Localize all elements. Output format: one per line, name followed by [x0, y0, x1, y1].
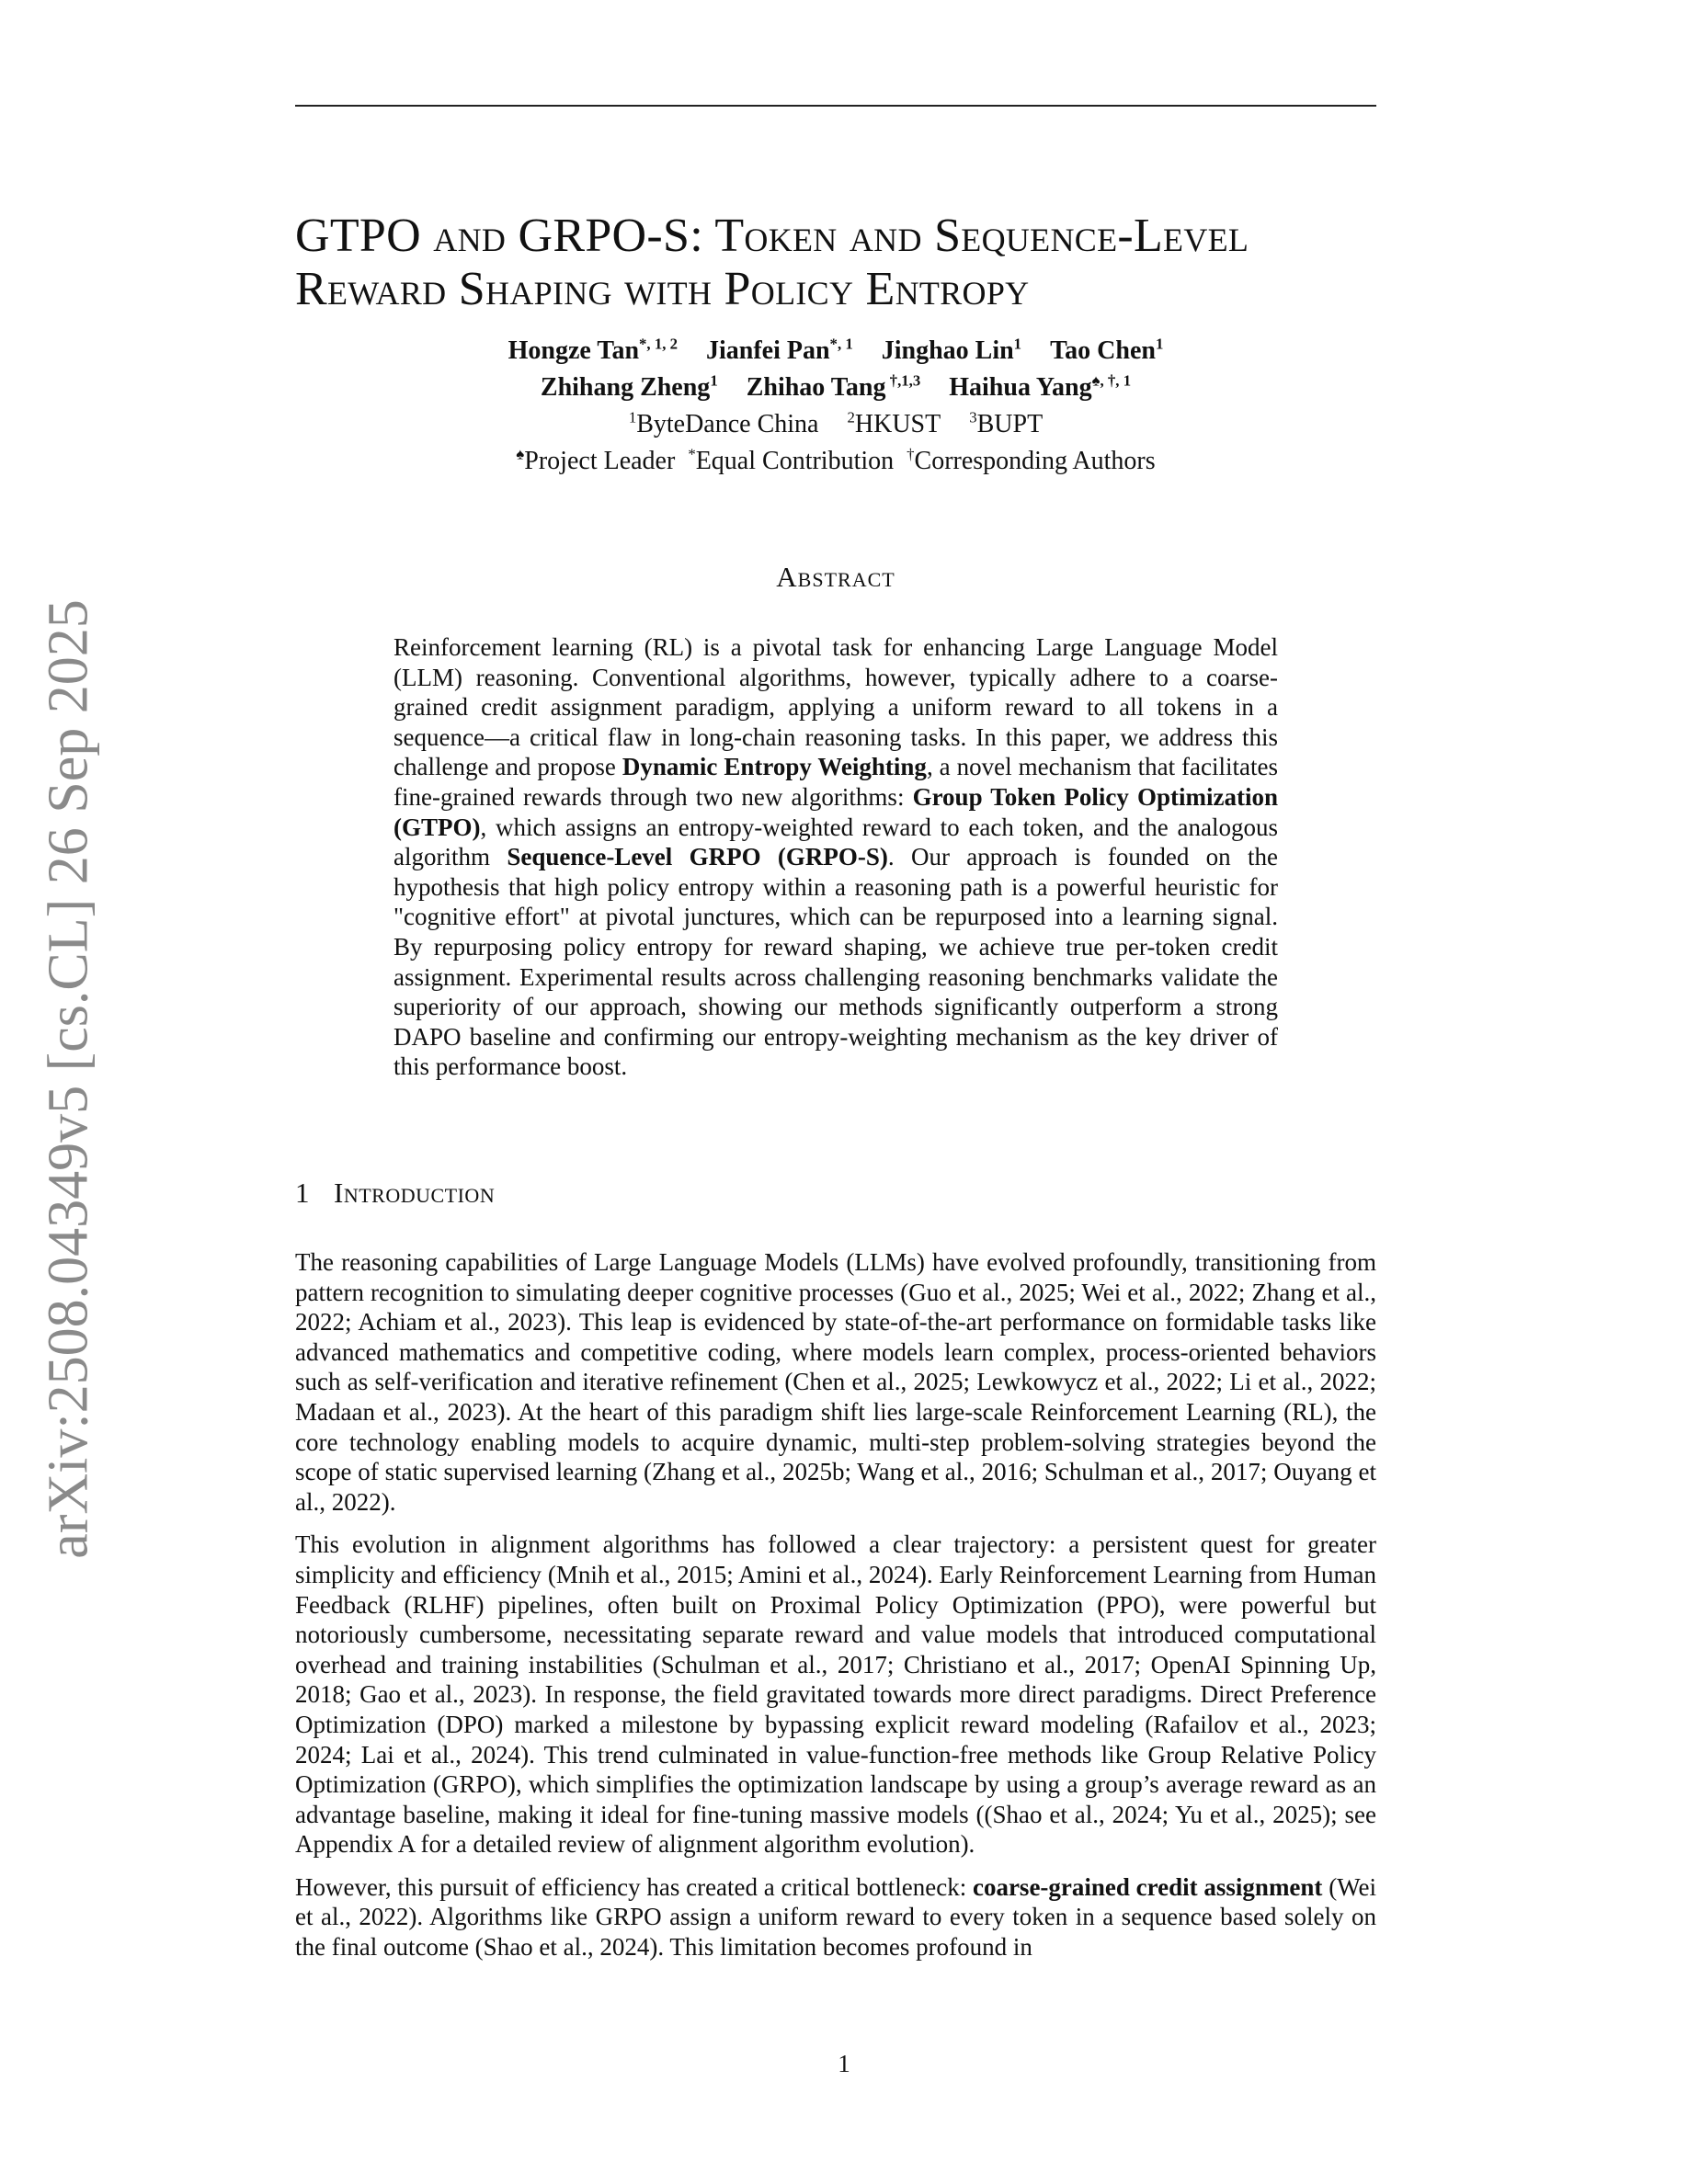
author-sup: 1: [1155, 335, 1164, 353]
author-sup: *, 1: [829, 335, 853, 353]
bold-text: Dynamic Entropy Weighting: [622, 753, 927, 781]
text-run: Reinforcement learning (RL) is a pivotal task for enhancing Large Language Model (LLM) reasoning. Conventional algorithms, however, typically adhere to a coarse-grained credit assignment paradigm, applying a uniform reward to all tokens in a sequence—a critical flaw in long-chain reasoning tasks. In this paper, we address this challenge and propose: [393, 633, 1278, 781]
note-text: Corresponding Authors: [914, 447, 1156, 475]
affiliation: [969, 410, 1043, 438]
note-sup: †: [907, 445, 915, 463]
author-name: Jinghao Lin: [881, 336, 1014, 365]
author-line-1: [295, 333, 1376, 370]
affiliations: [295, 406, 1376, 443]
arxiv-identifier-stamp: arXiv:2508.04349v5 [cs.CL] 26 Sep 2025: [37, 599, 100, 1559]
text-run: . Our approach is founded on the hypothesis that high policy entropy within a reasoning path is a powerful heuristic for "cognitive effort" at pivotal junctures, which can be repurposed into a learning signal. By repurposing policy entropy for reward shaping, we achieve true per-token credit assignment. Experimental results across challenging reasoning benchmarks validate the superiority of our approach, showing our methods significantly outperform a strong DAPO baseline and confirming our entropy-weighting mechanism as the key driver of this performance boost.: [393, 843, 1278, 1081]
author-line-2: [295, 370, 1376, 406]
affiliation-sup: 2: [847, 408, 855, 427]
section-number: 1: [295, 1177, 310, 1209]
section-title: Introduction: [334, 1177, 496, 1209]
text-run: The reasoning capabilities of Large Language Models (LLMs) have evolved profoundly, transitioning from pattern recognition to simulating deeper cognitive processes (Guo et al., 2025; Wei et al., 2022; Zhang et al., 2022; Achiam et al., 2023). This leap is evidenced by state-of-the-art performance on formidable tasks like advanced mathematics and competitive coding, where models learn complex, process-oriented behaviors such as self-verification and iterative refinement (Chen et al., 2025; Lewkowycz et al., 2022; Li et al., 2022; Madaan et al., 2023). At the heart of this paradigm shift lies large-scale Reinforcement Learning (RL), the core technology enabling models to acquire dynamic, multi-step problem-solving strategies beyond the scope of static supervised learning (Zhang et al., 2025b; Wang et al., 2016; Schulman et al., 2017; Ouyang et al., 2022).: [295, 1248, 1376, 1516]
paragraph: [295, 1247, 1376, 1517]
affiliation-name: BUPT: [976, 410, 1044, 438]
abstract-heading: Abstract: [776, 561, 895, 593]
text-run: (Wei et al., 2022). Algorithms like GRPO assign a uniform reward to every token in a sequence based solely on the final outcome (Shao et al., 2024). This limitation becomes profound in: [295, 1872, 1376, 1962]
author: [508, 336, 678, 365]
note: [516, 447, 675, 475]
author: [706, 336, 853, 365]
author-name: Jianfei Pan: [705, 336, 830, 365]
affiliation-sup: 3: [969, 408, 977, 427]
affiliation: [629, 410, 819, 438]
paragraph: [295, 1530, 1376, 1860]
title-line-2: Reward Shaping with Policy Entropy: [295, 263, 1030, 315]
text-run: However, this pursuit of efficiency has created a critical bottleneck:: [295, 1872, 973, 1901]
text-run: This evolution in alignment algorithms has followed a clear trajectory: a persistent quest for greater simplicity and efficiency (Mnih et al., 2015; Amini et al., 2024). Early Reinforcement Learning from Human Feedback (RLHF) pipelines, often built on Proximal Policy Optimization (PPO), were powerful but notoriously cumbersome, necessitating separate reward and value models that introduced computational overhead and training instabilities (Schulman et al., 2017; Christiano et al., 2017; OpenAI Spinning Up, 2018; Gao et al., 2023). In response, the field gravitated towards more direct paradigms. Direct Preference Optimization (DPO) marked a milestone by bypassing explicit reward modeling (Rafailov et al., 2023; 2024; Lai et al., 2024). This trend culminated in value-function-free methods like Group Relative Policy Optimization (GRPO), which simplifies the optimization landscape by using a group’s average reward as an advantage baseline, making it ideal for fine-tuning massive models ((Shao et al., 2024; Yu et al., 2025); see Appendix A for a detailed review of alignment algorithm evolution).: [295, 1530, 1376, 1859]
abstract-body: [393, 632, 1278, 1082]
author-name: Haihua Yang: [949, 373, 1092, 402]
note-sup: *: [688, 445, 696, 463]
note: [907, 447, 1156, 475]
section-body: [295, 1247, 1376, 1975]
author-sup: 1: [1013, 335, 1022, 353]
top-rule: [295, 105, 1376, 107]
author-name: Zhihang Zheng: [540, 373, 711, 402]
bold-text: coarse-grained credit assignment: [972, 1872, 1323, 1901]
note-sup: ♠: [516, 445, 525, 463]
page-number: 1: [838, 2050, 850, 2077]
paragraph: [295, 1872, 1376, 1962]
author: [747, 373, 921, 402]
author-sup: 1: [710, 371, 718, 390]
author: [541, 373, 718, 402]
author-sup: ♠, †, 1: [1091, 371, 1132, 390]
note: [688, 447, 894, 475]
note-text: Equal Contribution: [695, 447, 895, 475]
bold-text: Sequence-Level GRPO (GRPO-S): [507, 843, 888, 871]
paper-title: [295, 210, 1398, 316]
author: [1050, 336, 1163, 365]
affiliation-name: HKUST: [854, 410, 941, 438]
section-heading: [295, 1177, 495, 1210]
author: [949, 373, 1131, 402]
note-text: Project Leader: [524, 447, 676, 475]
author-name: Hongze Tan: [508, 336, 640, 365]
bold-text: Group Token Policy Optimization (GTPO): [393, 782, 1278, 841]
author-block: [295, 333, 1376, 480]
author: [882, 336, 1021, 365]
author-name: Zhihao Tang: [746, 373, 886, 402]
text-run: , a novel mechanism that facilitates fine-grained rewards through two new algorithms:: [393, 753, 1279, 811]
title-line-1: GTPO and GRPO-S: Token and Sequence-Level: [295, 210, 1249, 262]
author-notes: [295, 443, 1376, 480]
affiliation-sup: 1: [628, 408, 637, 427]
affiliation: [847, 410, 941, 438]
author-sup: †,1,3: [885, 371, 921, 390]
affiliation-name: ByteDance China: [636, 410, 819, 438]
author-sup: *, 1, 2: [639, 335, 678, 353]
author-name: Tao Chen: [1050, 336, 1156, 365]
text-run: , which assigns an entropy-weighted reward to each token, and the analogous algorithm: [393, 813, 1278, 871]
